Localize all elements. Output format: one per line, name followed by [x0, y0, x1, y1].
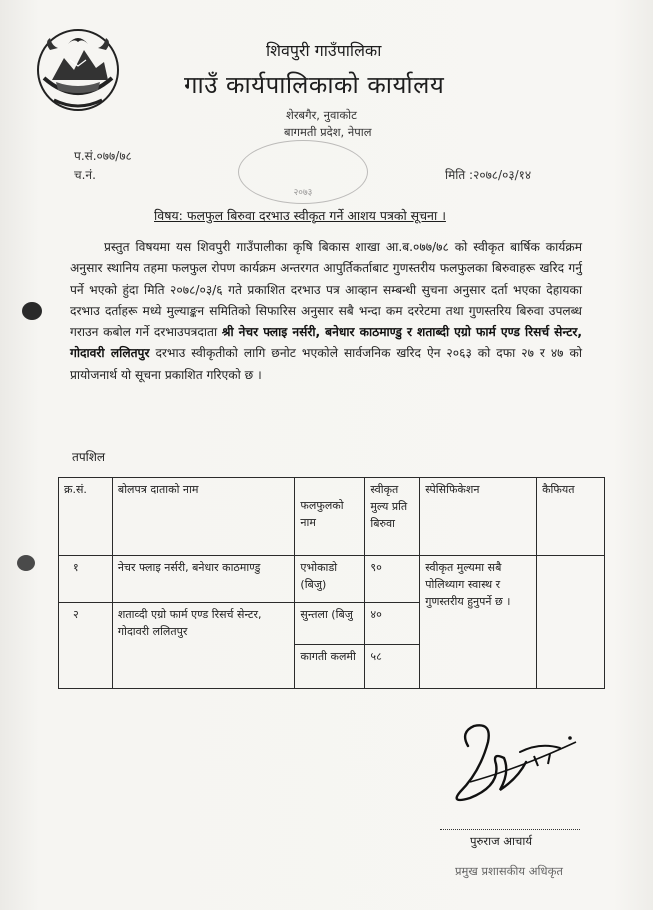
row-price: ४० — [365, 602, 420, 644]
table-row — [59, 556, 605, 602]
address-line-2: बागमती प्रदेश, नेपाल — [284, 125, 372, 139]
spec-note: स्वीकृत मुल्यमा सबै पोलिथ्याग स्वास्थ र गुणस्तरीय हुनुपर्ने छ । — [420, 556, 537, 689]
punch-hole-2 — [17, 555, 35, 571]
dispatch-number: च.नं. — [74, 168, 96, 182]
office-stamp — [238, 140, 368, 204]
subject-line: विषय: फलफुल बिरुवा दरभाउ स्वीकृत गर्ने आशय पत्रको सूचना । — [154, 208, 446, 223]
reference-number: प.सं.०७७/७८ — [74, 149, 132, 163]
annex-label: तपशिल — [72, 450, 106, 464]
stamp-year: २०७३ — [293, 188, 313, 198]
row-price: ५८ — [365, 644, 420, 688]
supplier-table — [58, 477, 605, 689]
punch-hole — [22, 302, 42, 320]
body-text-suppliers: श्री नेचर फ्लाइ नर्सरी, बनेधार काठमाण्डु र शताब्दी एग्रो फार्म एण्ड रिसर्च सेन्टर, गोदावरी ललितपुर — [70, 325, 583, 361]
row-fruit: एभोकाडो (बिजु) — [295, 556, 365, 602]
signatory-name: पुरुराज आचार्य — [470, 834, 532, 848]
header-remarks: कैफियत — [537, 478, 605, 556]
body-text-intro: प्रस्तुत विषयमा यस शिवपुरी गाउँपालीका कृषि बिकास शाखा आ.ब.०७७/७८ को स्वीकृत बार्षिक कार्यक्रम अनुसार स्थानिय तहमा फलफुल रोपण कार्यक्रम अन्तरगत आपुर्तिकर्ताबाट गुणस्तरीय फलफुलका बिरुवाहरू खरिद गर्नु पर्ने भएको हुंदा मिति २०७८/०३/६ गते प्रकाशित दरभाउ पत्र आव्हान सम्बन्धी सुचना अनुसार दर्ता भएका देहायका दरभाउ दर्ताहरू मध्ये मुल्याङ्कन समितिको सिफारिस अनुसार सबै भन्दा कम दररेटमा तथा गुणस्तरिय बिरुवा उपलब्ध गराउन कबोल गर्ने दरभाउपत्रदाता — [70, 240, 582, 340]
notice-body — [70, 237, 582, 386]
header-spec: स्पेसिफिकेशन — [420, 478, 537, 556]
address-line-1: शेरबगैर, नुवाकोट — [286, 108, 357, 122]
header-bidder: बोलपत्र दाताको नाम — [112, 478, 294, 556]
row-fruit: सुन्तला (बिजु — [295, 602, 365, 644]
row-price: ९० — [365, 556, 420, 602]
row-bidder: शताव्दी एग्रो फार्म एण्ड रिसर्च सेन्टर, गोदावरी ललितपुर — [112, 602, 294, 688]
header-price: स्वीकृत मुल्य प्रति बिरुवा — [365, 478, 420, 556]
header-fruit: फलफुलको नाम — [295, 478, 365, 556]
issue-date: मिति :२०७८/०३/१४ — [445, 168, 532, 182]
municipality-name: शिवपुरी गाउँपालिका — [266, 41, 382, 60]
nepal-emblem-logo — [30, 20, 126, 116]
row-serial: २ — [59, 602, 113, 688]
office-title: गाउँ कार्यपालिकाको कार्यालय — [184, 71, 445, 99]
row-fruit: कागती कलमी — [295, 644, 365, 688]
row-serial: १ — [59, 556, 113, 602]
table-header-row — [59, 478, 605, 556]
row-bidder: नेचर फ्लाइ नर्सरी, बनेधार काठमाण्डु — [112, 556, 294, 602]
signatory-title: प्रमुख प्रशासकीय अधिकृत — [455, 864, 563, 878]
remarks-cell — [537, 556, 605, 689]
header-serial: क्र.सं. — [59, 478, 113, 556]
handwritten-signature — [430, 712, 590, 822]
signature-line — [440, 829, 580, 830]
body-text-closing: दरभाउ स्वीकृतीको लागि छनोट भएकोले सार्वजनिक खरिद ऐन २०६३ को दफा २७ र ४७ को प्रायोजनार्थ यो सूचना प्रकाशित गरिएको छ । — [70, 346, 583, 382]
